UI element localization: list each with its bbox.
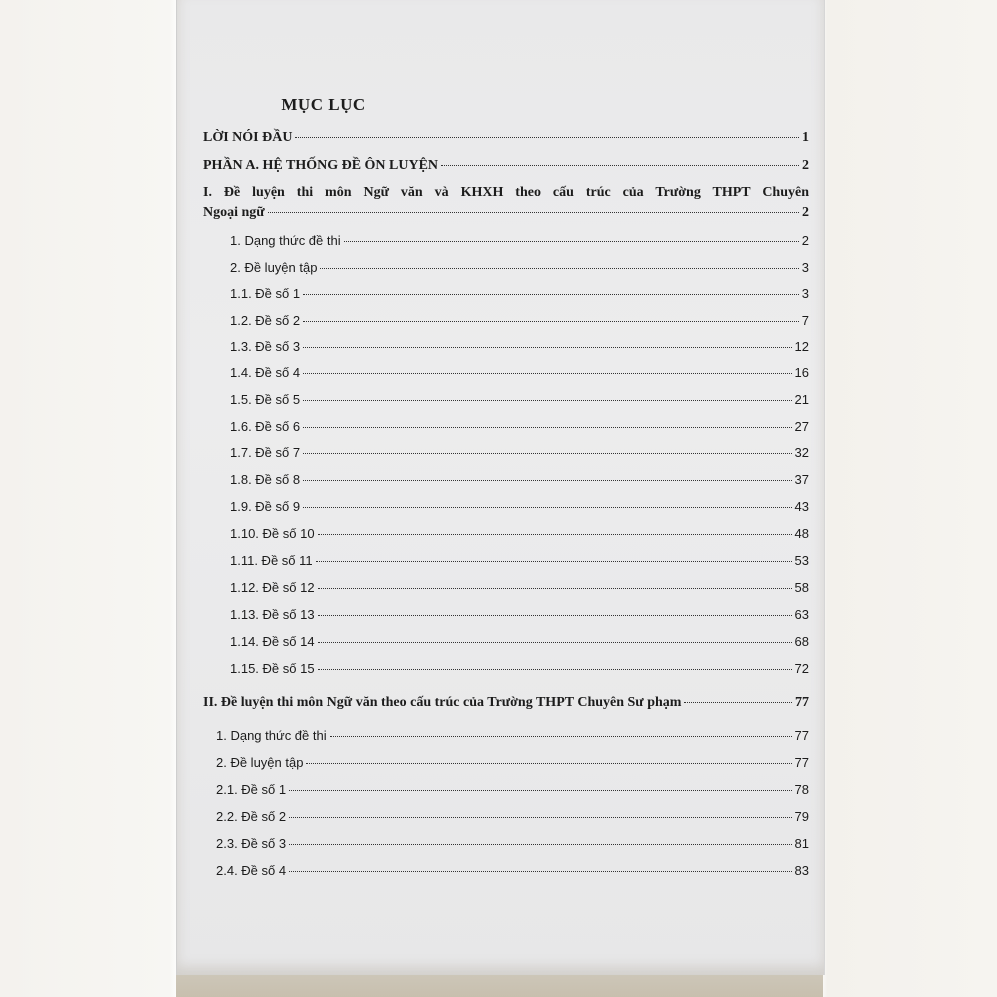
dot-leader (318, 534, 792, 535)
dot-leader (344, 241, 799, 242)
toc-entry-label: 1.11. Đề số 11 (230, 553, 313, 568)
toc-entry-label: 1.1. Đề số 1 (230, 286, 301, 301)
dot-leader (303, 400, 791, 401)
toc-entry-label: 1. Dạng thức đề thi (230, 233, 341, 248)
toc-entry-page: 63 (794, 607, 809, 622)
toc-entry-label: 2.1. Đề số 1 (216, 782, 287, 797)
toc-entry-page: 2 (802, 158, 809, 173)
toc-entry (216, 727, 809, 745)
toc-entry-label: 1.7. Đề số 7 (230, 445, 301, 460)
toc-entry (230, 312, 809, 330)
toc-entry (230, 259, 809, 277)
dot-leader (316, 561, 792, 562)
toc-entry-section-1 (203, 204, 809, 222)
toc-entry-preface (203, 129, 809, 147)
toc-entry-label: 1.8. Đề số 8 (230, 472, 301, 487)
toc-entry-page: 1 (802, 130, 809, 145)
toc-entry-label: 2. Đề luyện tập (216, 755, 304, 770)
toc-entry-label: 1.10. Đề số 10 (230, 526, 315, 541)
toc-entry-page: 48 (794, 526, 809, 541)
toc-entry-label: 2.2. Đề số 2 (216, 809, 287, 824)
dot-leader (303, 294, 799, 295)
toc-entry (230, 471, 809, 489)
toc-entry (230, 579, 809, 597)
dot-leader (318, 642, 792, 643)
toc-entry (230, 418, 809, 436)
toc-entry-page: 58 (794, 580, 809, 595)
toc-entry-page: 3 (801, 260, 809, 275)
toc-entry (230, 444, 809, 462)
toc-entry-page: 78 (794, 782, 809, 797)
toc-entry-label: 2. Đề luyện tập (230, 260, 318, 275)
toc-entry-page: 83 (794, 863, 809, 878)
toc-entry-page: 53 (794, 553, 809, 568)
toc-entry (216, 781, 809, 799)
toc-entry-page: 21 (794, 392, 809, 407)
toc-entry-part-a (203, 157, 809, 175)
toc-entry-page: 12 (794, 339, 809, 354)
toc-entry-section-2 (203, 694, 809, 712)
toc-entry-label: 1.5. Đề số 5 (230, 392, 301, 407)
toc-title: MỤC LỤC (281, 95, 366, 114)
toc-entry-label: 1.3. Đề số 3 (230, 339, 301, 354)
toc-entry-label: 1.9. Đề số 9 (230, 499, 301, 514)
toc-entry (230, 364, 809, 382)
dot-leader (303, 373, 791, 374)
toc-entry-label: 2.4. Đề số 4 (216, 863, 287, 878)
toc-entry-label: 1.14. Đề số 14 (230, 634, 315, 649)
toc-entry (216, 808, 809, 826)
toc-entry-page: 2 (801, 233, 809, 248)
toc-entry (230, 232, 809, 250)
toc-entry-label: 1.6. Đề số 6 (230, 419, 301, 434)
toc-entry-page: 72 (794, 661, 809, 676)
toc-entry (230, 338, 809, 356)
toc-entry-page: 2 (802, 205, 809, 220)
dot-leader (295, 137, 799, 138)
toc-entry (230, 285, 809, 303)
dot-leader (268, 212, 799, 213)
toc-entry-page: 77 (794, 755, 809, 770)
toc-entry-page: 79 (794, 809, 809, 824)
dot-leader (289, 844, 791, 845)
toc-entry-label: 1.13. Đề số 13 (230, 607, 315, 622)
toc-entry-label: 1.4. Đề số 4 (230, 365, 301, 380)
toc-entry-label: PHẦN A. HỆ THỐNG ĐỀ ÔN LUYỆN (203, 158, 439, 173)
dot-leader (320, 268, 798, 269)
dot-leader (318, 669, 792, 670)
dot-leader (684, 702, 792, 703)
toc-entry-label: 1.2. Đề số 2 (230, 313, 301, 328)
toc-entry (230, 660, 809, 678)
toc-entry-label: Ngoại ngữ (203, 205, 265, 220)
dot-leader (289, 871, 791, 872)
dot-leader (318, 615, 792, 616)
toc-entry-page: 77 (794, 728, 809, 743)
toc-entry-page: 16 (794, 365, 809, 380)
toc-entry-page: 81 (794, 836, 809, 851)
toc-entry-page: 43 (794, 499, 809, 514)
dot-leader (289, 790, 791, 791)
dot-leader (441, 165, 799, 166)
toc-entry-page: 32 (794, 445, 809, 460)
toc-entry-label: II. Đề luyện thi môn Ngữ văn theo cấu trúc của Trường THPT Chuyên Sư phạm (203, 695, 682, 710)
toc-entry-section-1-line1: I. Đề luyện thi môn Ngữ văn và KHXH theo cấu trúc của Trường THPT Chuyên (203, 185, 809, 200)
toc-entry-page: 7 (801, 313, 809, 328)
toc-entry-page: 68 (794, 634, 809, 649)
toc-entry (230, 552, 809, 570)
dot-leader (303, 321, 799, 322)
dot-leader (330, 736, 792, 737)
toc-entry-page: 3 (801, 286, 809, 301)
toc-entry-label: 1.15. Đề số 15 (230, 661, 315, 676)
toc-entry-label: 1.12. Đề số 12 (230, 580, 315, 595)
dot-leader (318, 588, 792, 589)
dot-leader (303, 507, 791, 508)
toc-entry-label: 1. Dạng thức đề thi (216, 728, 327, 743)
dot-leader (306, 763, 791, 764)
toc-entry (216, 754, 809, 772)
toc-entry-label: LỜI NÓI ĐẦU (203, 130, 293, 145)
toc-entry-page: 77 (795, 695, 809, 710)
toc-entry-page: 27 (794, 419, 809, 434)
toc-entry (230, 525, 809, 543)
toc-entry-page: 37 (794, 472, 809, 487)
dot-leader (303, 453, 791, 454)
toc-entry (230, 391, 809, 409)
toc-entry (216, 862, 809, 880)
dot-leader (303, 347, 791, 348)
dot-leader (303, 427, 791, 428)
dot-leader (289, 817, 791, 818)
dot-leader (303, 480, 791, 481)
toc-entry-label: 2.3. Đề số 3 (216, 836, 287, 851)
toc-entry (230, 498, 809, 516)
toc-entry (230, 606, 809, 624)
toc-entry (216, 835, 809, 853)
toc-entry (230, 633, 809, 651)
